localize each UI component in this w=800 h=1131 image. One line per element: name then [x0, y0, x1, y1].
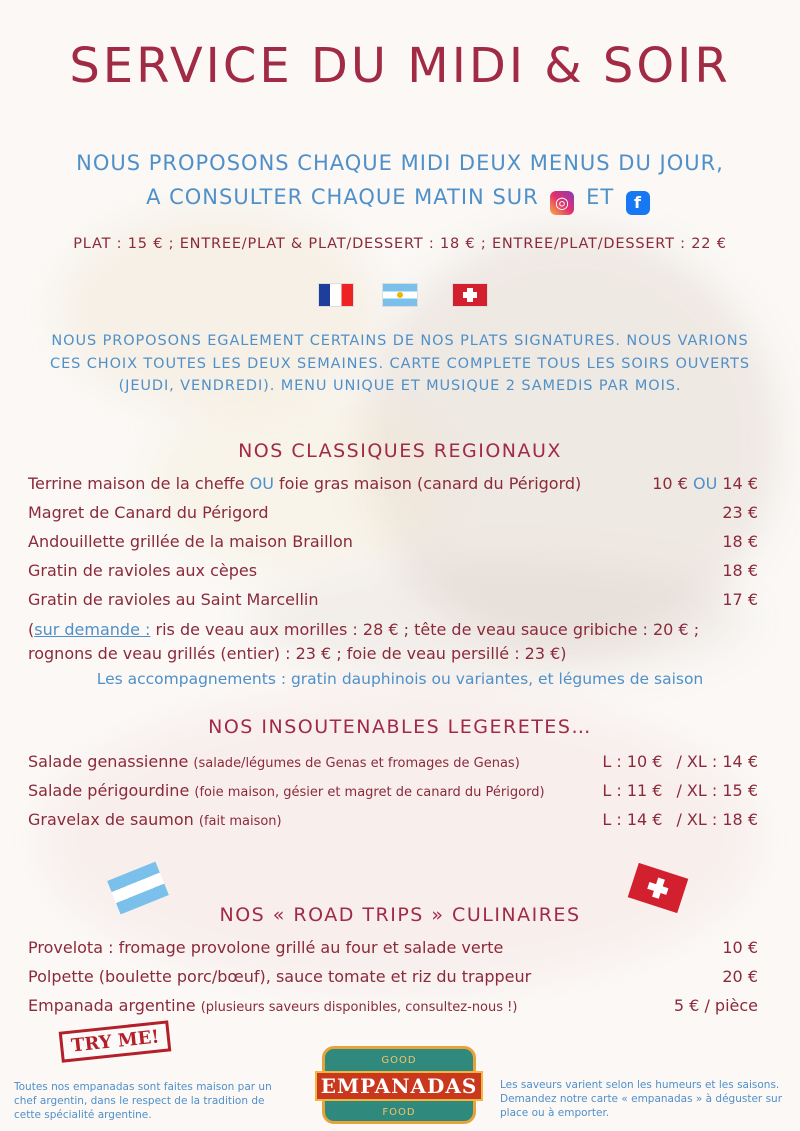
menu-item: Gratin de ravioles au Saint Marcellin 17 €	[28, 590, 758, 609]
menu-item: Terrine maison de la cheffe OU foie gras maison (canard du Périgord) 10 € OU 14 €	[28, 474, 758, 493]
savoie-flag-icon	[452, 283, 488, 307]
menu-item: Empanada argentine (plusieurs saveurs disponibles, consultez-nous !) 5 € / pièce	[28, 996, 758, 1015]
instagram-icon[interactable]: ◎	[550, 191, 574, 215]
facebook-icon[interactable]: f	[626, 191, 650, 215]
footer-right-note: Les saveurs varient selon les humeurs et les saisons. Demandez notre carte « empanadas » à déguster sur place ou à emporter.	[500, 1079, 783, 1119]
france-flag-icon	[318, 283, 354, 307]
menu-item: Gravelax de saumon (fait maison) L : 14 € / XL : 18 €	[28, 810, 758, 829]
menu-item: Gratin de ravioles aux cèpes 18 €	[28, 561, 758, 580]
menu-item: Provelota : fromage provolone grillé au four et salade verte 10 €	[28, 938, 758, 957]
section-heading-roadtrips: NOS « ROAD TRIPS » CULINAIRES	[219, 904, 581, 926]
menu-item: Salade périgourdine (foie maison, gésier et magret de canard du Périgord) L : 11 € / XL : 15 €	[28, 781, 758, 800]
page-title: SERVICE DU MIDI & SOIR	[69, 38, 731, 94]
intro-line-1: NOUS PROPOSONS CHAQUE MIDI DEUX MENUS DU JOUR,	[76, 151, 724, 175]
side-dishes: Les accompagnements : gratin dauphinois ou variantes, et légumes de saison	[96, 670, 704, 688]
footer-left-note: Toutes nos empanadas sont faites maison par un chef argentin, dans le respect de la tradition de cette spécialité argentine.	[14, 1081, 272, 1121]
menu-item: Magret de Canard du Périgord 23 €	[28, 503, 758, 522]
on-request-note: (sur demande : ris de veau aux morilles : 28 € ; tête de veau sauce gribiche : 20 € ; rognons de veau grillés (entier) : 23 € ; foie de veau persillé : 23 €)	[28, 620, 700, 663]
empanadas-logo: GOOD EMPANADAS FOOD	[322, 1046, 476, 1124]
intro-text	[0, 146, 800, 215]
menu-prices: PLAT : 15 € ; ENTREE/PLAT & PLAT/DESSERT : 18 € ; ENTREE/PLAT/DESSERT : 22 €	[73, 236, 727, 252]
on-request-link[interactable]: sur demande :	[34, 620, 151, 639]
section-heading-classiques: NOS CLASSIQUES REGIONAUX	[238, 440, 562, 462]
menu-item: Salade genassienne (salade/légumes de Genas et fromages de Genas) L : 10 € / XL : 14 €	[28, 752, 758, 771]
section-heading-legeretes: NOS INSOUTENABLES LEGERETES…	[208, 716, 592, 738]
try-me-stamp: TRY ME!	[59, 1020, 172, 1062]
menu-item: Polpette (boulette porc/bœuf), sauce tomate et riz du trappeur 20 €	[28, 967, 758, 986]
signature-paragraph: NOUS PROPOSONS EGALEMENT CERTAINS DE NOS PLATS SIGNATURES. NOUS VARIONS CES CHOIX TOUTES LES DEUX SEMAINES. CARTE COMPLETE TOUS LES SOIRS OUVERTS (JEUDI, VENDREDI). MENU UNIQUE ET MUSIQUE 2 SAMEDIS PAR MOIS.	[50, 333, 750, 394]
menu-item: Andouillette grillée de la maison Braillon 18 €	[28, 532, 758, 551]
intro-line-2: A CONSULTER CHAQUE MATIN SUR ◎ ET f	[0, 180, 800, 215]
argentina-flag-icon	[382, 283, 418, 307]
